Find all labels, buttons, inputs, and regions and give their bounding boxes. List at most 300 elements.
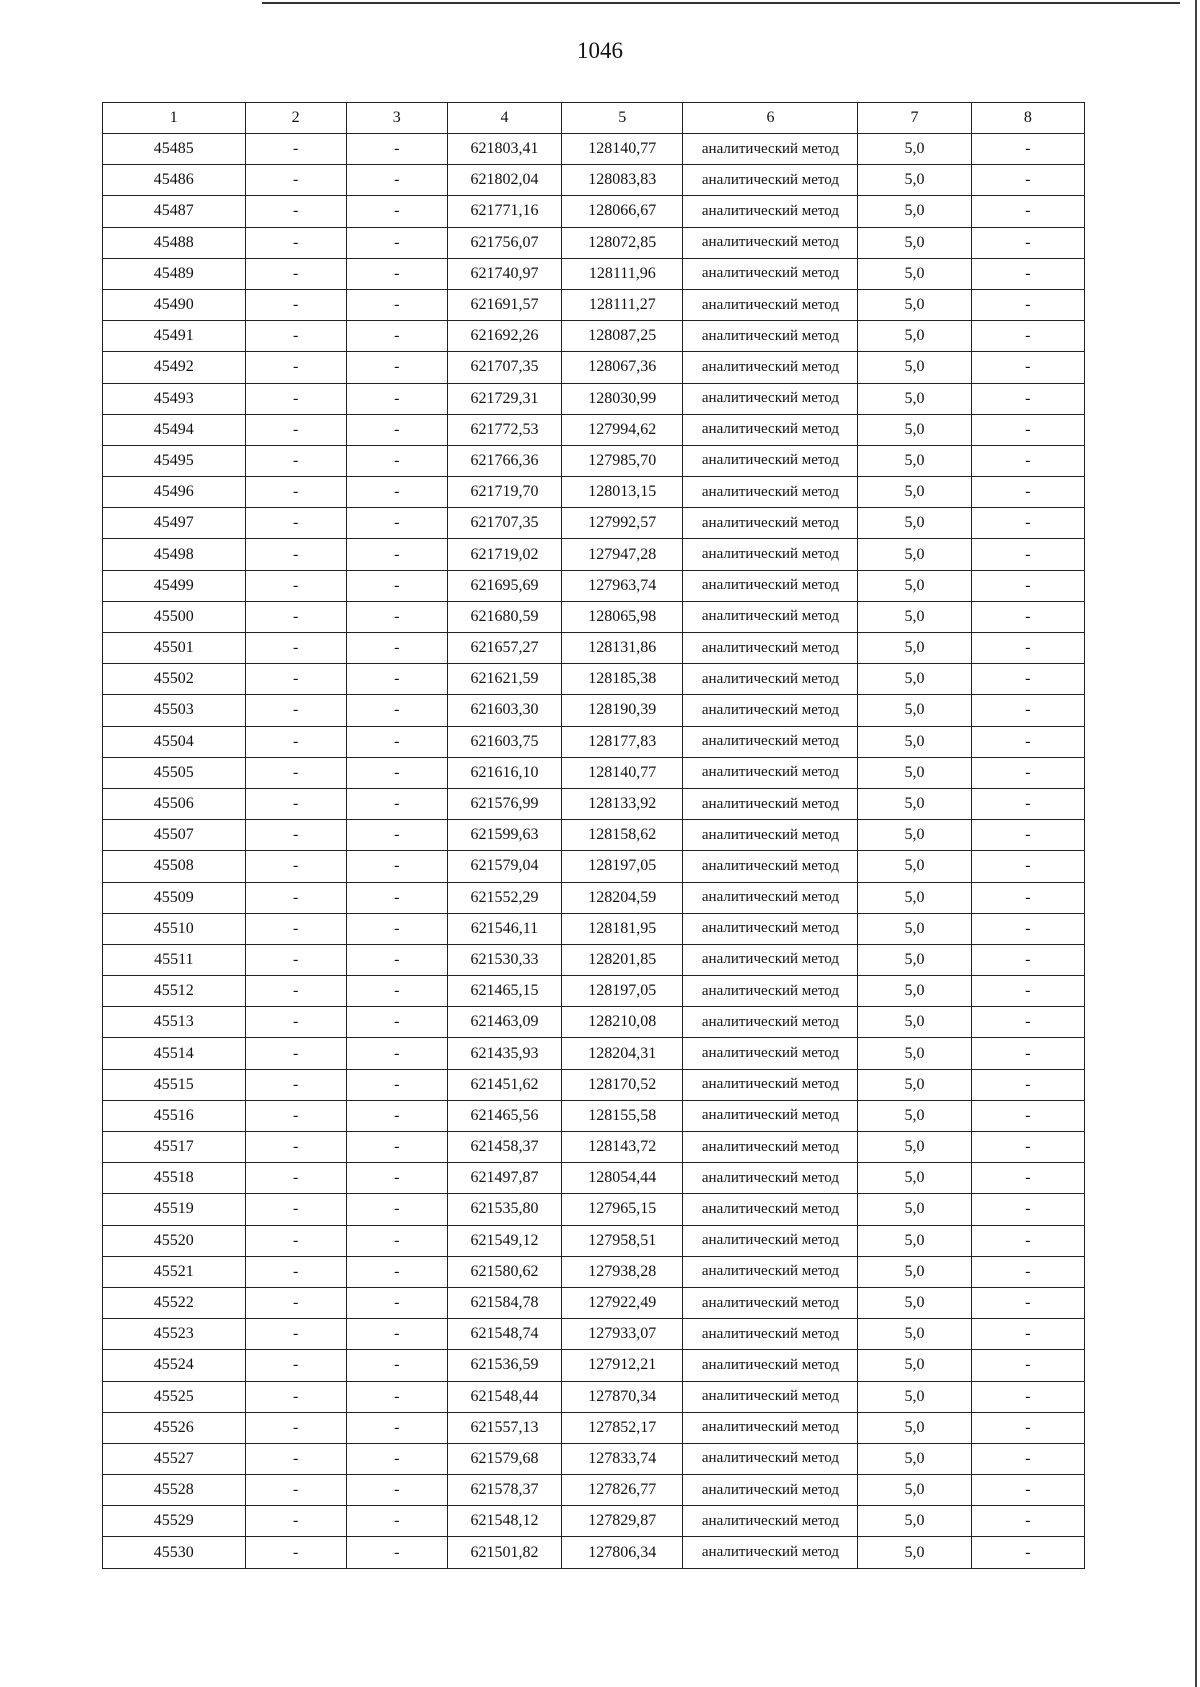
col2-cell: - [245, 1381, 346, 1412]
method-cell: аналитический метод [683, 1007, 858, 1038]
col8-cell: - [971, 1381, 1084, 1412]
col2-cell: - [245, 726, 346, 757]
top-border-line [262, 2, 1180, 4]
point-number-cell: 45494 [103, 414, 246, 445]
col3-cell: - [346, 508, 447, 539]
column-header: 8 [971, 103, 1084, 134]
accuracy-cell: 5,0 [858, 1069, 971, 1100]
table-row [103, 134, 1085, 165]
y-coordinate-cell: 127985,70 [562, 445, 683, 476]
accuracy-cell: 5,0 [858, 726, 971, 757]
col8-cell: - [971, 1007, 1084, 1038]
table-row [103, 1163, 1085, 1194]
point-number-cell: 45524 [103, 1350, 246, 1381]
point-number-cell: 45528 [103, 1475, 246, 1506]
table-row [103, 1007, 1085, 1038]
y-coordinate-cell: 128083,83 [562, 165, 683, 196]
col8-cell: - [971, 508, 1084, 539]
col8-cell: - [971, 633, 1084, 664]
col8-cell: - [971, 1350, 1084, 1381]
y-coordinate-cell: 128190,39 [562, 695, 683, 726]
table-row [103, 477, 1085, 508]
method-cell: аналитический метод [683, 1069, 858, 1100]
method-cell: аналитический метод [683, 633, 858, 664]
column-header: 4 [447, 103, 561, 134]
accuracy-cell: 5,0 [858, 1194, 971, 1225]
col8-cell: - [971, 1132, 1084, 1163]
x-coordinate-cell: 621552,29 [447, 882, 561, 913]
point-number-cell: 45504 [103, 726, 246, 757]
x-coordinate-cell: 621603,75 [447, 726, 561, 757]
col2-cell: - [245, 289, 346, 320]
method-cell: аналитический метод [683, 976, 858, 1007]
col8-cell: - [971, 1287, 1084, 1318]
x-coordinate-cell: 621535,80 [447, 1194, 561, 1225]
x-coordinate-cell: 621692,26 [447, 321, 561, 352]
method-cell: аналитический метод [683, 726, 858, 757]
col2-cell: - [245, 601, 346, 632]
y-coordinate-cell: 128181,95 [562, 913, 683, 944]
col3-cell: - [346, 134, 447, 165]
col8-cell: - [971, 196, 1084, 227]
table-row [103, 820, 1085, 851]
table-row [103, 1256, 1085, 1287]
col3-cell: - [346, 1350, 447, 1381]
point-number-cell: 45502 [103, 664, 246, 695]
x-coordinate-cell: 621599,63 [447, 820, 561, 851]
accuracy-cell: 5,0 [858, 1443, 971, 1474]
col3-cell: - [346, 944, 447, 975]
col3-cell: - [346, 445, 447, 476]
table-row [103, 757, 1085, 788]
x-coordinate-cell: 621657,27 [447, 633, 561, 664]
col3-cell: - [346, 1100, 447, 1131]
method-cell: аналитический метод [683, 664, 858, 695]
col2-cell: - [245, 851, 346, 882]
y-coordinate-cell: 128197,05 [562, 976, 683, 1007]
table-row [103, 1412, 1085, 1443]
col3-cell: - [346, 414, 447, 445]
col3-cell: - [346, 477, 447, 508]
point-number-cell: 45523 [103, 1319, 246, 1350]
col3-cell: - [346, 1256, 447, 1287]
method-cell: аналитический метод [683, 289, 858, 320]
col2-cell: - [245, 321, 346, 352]
point-number-cell: 45518 [103, 1163, 246, 1194]
col2-cell: - [245, 1287, 346, 1318]
col3-cell: - [346, 1007, 447, 1038]
accuracy-cell: 5,0 [858, 289, 971, 320]
point-number-cell: 45503 [103, 695, 246, 726]
col3-cell: - [346, 165, 447, 196]
point-number-cell: 45486 [103, 165, 246, 196]
accuracy-cell: 5,0 [858, 788, 971, 819]
table-row [103, 1319, 1085, 1350]
x-coordinate-cell: 621557,13 [447, 1412, 561, 1443]
col2-cell: - [245, 1069, 346, 1100]
x-coordinate-cell: 621501,82 [447, 1537, 561, 1568]
table-row [103, 258, 1085, 289]
accuracy-cell: 5,0 [858, 1007, 971, 1038]
accuracy-cell: 5,0 [858, 445, 971, 476]
accuracy-cell: 5,0 [858, 913, 971, 944]
col8-cell: - [971, 1069, 1084, 1100]
point-number-cell: 45529 [103, 1506, 246, 1537]
y-coordinate-cell: 127947,28 [562, 539, 683, 570]
table-row [103, 1225, 1085, 1256]
accuracy-cell: 5,0 [858, 1287, 971, 1318]
col3-cell: - [346, 726, 447, 757]
accuracy-cell: 5,0 [858, 1038, 971, 1069]
accuracy-cell: 5,0 [858, 851, 971, 882]
col8-cell: - [971, 539, 1084, 570]
method-cell: аналитический метод [683, 788, 858, 819]
point-number-cell: 45495 [103, 445, 246, 476]
col8-cell: - [971, 321, 1084, 352]
method-cell: аналитический метод [683, 820, 858, 851]
y-coordinate-cell: 127870,34 [562, 1381, 683, 1412]
table-row [103, 570, 1085, 601]
point-number-cell: 45526 [103, 1412, 246, 1443]
accuracy-cell: 5,0 [858, 944, 971, 975]
point-number-cell: 45500 [103, 601, 246, 632]
x-coordinate-cell: 621719,70 [447, 477, 561, 508]
method-cell: аналитический метод [683, 1256, 858, 1287]
col8-cell: - [971, 1319, 1084, 1350]
table-row [103, 1350, 1085, 1381]
col3-cell: - [346, 820, 447, 851]
method-cell: аналитический метод [683, 352, 858, 383]
col8-cell: - [971, 289, 1084, 320]
y-coordinate-cell: 127829,87 [562, 1506, 683, 1537]
accuracy-cell: 5,0 [858, 976, 971, 1007]
col2-cell: - [245, 445, 346, 476]
y-coordinate-cell: 128155,58 [562, 1100, 683, 1131]
accuracy-cell: 5,0 [858, 414, 971, 445]
col8-cell: - [971, 414, 1084, 445]
x-coordinate-cell: 621766,36 [447, 445, 561, 476]
col8-cell: - [971, 570, 1084, 601]
point-number-cell: 45492 [103, 352, 246, 383]
y-coordinate-cell: 128065,98 [562, 601, 683, 632]
col2-cell: - [245, 757, 346, 788]
col8-cell: - [971, 944, 1084, 975]
col3-cell: - [346, 695, 447, 726]
x-coordinate-cell: 621756,07 [447, 227, 561, 258]
table-row [103, 633, 1085, 664]
method-cell: аналитический метод [683, 134, 858, 165]
table-row [103, 321, 1085, 352]
table-row [103, 352, 1085, 383]
y-coordinate-cell: 128201,85 [562, 944, 683, 975]
col3-cell: - [346, 1381, 447, 1412]
col2-cell: - [245, 352, 346, 383]
x-coordinate-cell: 621707,35 [447, 352, 561, 383]
x-coordinate-cell: 621719,02 [447, 539, 561, 570]
column-header: 7 [858, 103, 971, 134]
col2-cell: - [245, 1350, 346, 1381]
x-coordinate-cell: 621616,10 [447, 757, 561, 788]
y-coordinate-cell: 128013,15 [562, 477, 683, 508]
x-coordinate-cell: 621603,30 [447, 695, 561, 726]
column-header: 1 [103, 103, 246, 134]
accuracy-cell: 5,0 [858, 383, 971, 414]
method-cell: аналитический метод [683, 601, 858, 632]
col8-cell: - [971, 1163, 1084, 1194]
x-coordinate-cell: 621579,68 [447, 1443, 561, 1474]
accuracy-cell: 5,0 [858, 1412, 971, 1443]
y-coordinate-cell: 128204,59 [562, 882, 683, 913]
x-coordinate-cell: 621548,44 [447, 1381, 561, 1412]
col3-cell: - [346, 539, 447, 570]
y-coordinate-cell: 128067,36 [562, 352, 683, 383]
table-row [103, 165, 1085, 196]
method-cell: аналитический метод [683, 1287, 858, 1318]
col2-cell: - [245, 788, 346, 819]
accuracy-cell: 5,0 [858, 539, 971, 570]
col2-cell: - [245, 820, 346, 851]
col8-cell: - [971, 1506, 1084, 1537]
col8-cell: - [971, 1225, 1084, 1256]
y-coordinate-cell: 128170,52 [562, 1069, 683, 1100]
col3-cell: - [346, 289, 447, 320]
col2-cell: - [245, 383, 346, 414]
table-row [103, 227, 1085, 258]
col3-cell: - [346, 1069, 447, 1100]
table-row [103, 1537, 1085, 1568]
accuracy-cell: 5,0 [858, 1506, 971, 1537]
method-cell: аналитический метод [683, 1412, 858, 1443]
x-coordinate-cell: 621576,99 [447, 788, 561, 819]
method-cell: аналитический метод [683, 695, 858, 726]
point-number-cell: 45487 [103, 196, 246, 227]
x-coordinate-cell: 621740,97 [447, 258, 561, 289]
column-header: 3 [346, 103, 447, 134]
y-coordinate-cell: 128087,25 [562, 321, 683, 352]
point-number-cell: 45489 [103, 258, 246, 289]
method-cell: аналитический метод [683, 944, 858, 975]
table-row [103, 539, 1085, 570]
col8-cell: - [971, 383, 1084, 414]
col3-cell: - [346, 258, 447, 289]
table-row [103, 976, 1085, 1007]
table-row [103, 1287, 1085, 1318]
method-cell: аналитический метод [683, 196, 858, 227]
x-coordinate-cell: 621584,78 [447, 1287, 561, 1318]
x-coordinate-cell: 621548,74 [447, 1319, 561, 1350]
table-row [103, 1194, 1085, 1225]
y-coordinate-cell: 127992,57 [562, 508, 683, 539]
accuracy-cell: 5,0 [858, 508, 971, 539]
col2-cell: - [245, 695, 346, 726]
col3-cell: - [346, 1163, 447, 1194]
method-cell: аналитический метод [683, 445, 858, 476]
col3-cell: - [346, 383, 447, 414]
y-coordinate-cell: 128140,77 [562, 757, 683, 788]
x-coordinate-cell: 621707,35 [447, 508, 561, 539]
point-number-cell: 45497 [103, 508, 246, 539]
col3-cell: - [346, 352, 447, 383]
col3-cell: - [346, 1537, 447, 1568]
col2-cell: - [245, 1537, 346, 1568]
col2-cell: - [245, 165, 346, 196]
coordinates-table [102, 102, 1085, 1569]
table-row [103, 1475, 1085, 1506]
col2-cell: - [245, 1163, 346, 1194]
table-row [103, 508, 1085, 539]
table-row [103, 695, 1085, 726]
col8-cell: - [971, 1475, 1084, 1506]
y-coordinate-cell: 127958,51 [562, 1225, 683, 1256]
point-number-cell: 45510 [103, 913, 246, 944]
col2-cell: - [245, 882, 346, 913]
col3-cell: - [346, 227, 447, 258]
accuracy-cell: 5,0 [858, 1319, 971, 1350]
col3-cell: - [346, 196, 447, 227]
x-coordinate-cell: 621548,12 [447, 1506, 561, 1537]
col8-cell: - [971, 258, 1084, 289]
col3-cell: - [346, 1443, 447, 1474]
col8-cell: - [971, 601, 1084, 632]
method-cell: аналитический метод [683, 539, 858, 570]
accuracy-cell: 5,0 [858, 165, 971, 196]
y-coordinate-cell: 128158,62 [562, 820, 683, 851]
col2-cell: - [245, 1506, 346, 1537]
point-number-cell: 45499 [103, 570, 246, 601]
accuracy-cell: 5,0 [858, 1256, 971, 1287]
x-coordinate-cell: 621691,57 [447, 289, 561, 320]
table-row [103, 913, 1085, 944]
col8-cell: - [971, 788, 1084, 819]
col3-cell: - [346, 1412, 447, 1443]
col8-cell: - [971, 1038, 1084, 1069]
x-coordinate-cell: 621465,15 [447, 976, 561, 1007]
accuracy-cell: 5,0 [858, 227, 971, 258]
y-coordinate-cell: 128204,31 [562, 1038, 683, 1069]
col2-cell: - [245, 913, 346, 944]
point-number-cell: 45496 [103, 477, 246, 508]
col2-cell: - [245, 196, 346, 227]
table-row [103, 1132, 1085, 1163]
y-coordinate-cell: 128072,85 [562, 227, 683, 258]
method-cell: аналитический метод [683, 1506, 858, 1537]
y-coordinate-cell: 127922,49 [562, 1287, 683, 1318]
col8-cell: - [971, 445, 1084, 476]
accuracy-cell: 5,0 [858, 820, 971, 851]
right-border-line [1195, 0, 1197, 1687]
x-coordinate-cell: 621803,41 [447, 134, 561, 165]
method-cell: аналитический метод [683, 383, 858, 414]
y-coordinate-cell: 128131,86 [562, 633, 683, 664]
point-number-cell: 45491 [103, 321, 246, 352]
x-coordinate-cell: 621729,31 [447, 383, 561, 414]
table-row [103, 1443, 1085, 1474]
col3-cell: - [346, 1506, 447, 1537]
col8-cell: - [971, 664, 1084, 695]
accuracy-cell: 5,0 [858, 477, 971, 508]
col2-cell: - [245, 227, 346, 258]
method-cell: аналитический метод [683, 1132, 858, 1163]
accuracy-cell: 5,0 [858, 1100, 971, 1131]
x-coordinate-cell: 621621,59 [447, 664, 561, 695]
point-number-cell: 45513 [103, 1007, 246, 1038]
accuracy-cell: 5,0 [858, 1475, 971, 1506]
accuracy-cell: 5,0 [858, 570, 971, 601]
x-coordinate-cell: 621530,33 [447, 944, 561, 975]
y-coordinate-cell: 127833,74 [562, 1443, 683, 1474]
method-cell: аналитический метод [683, 258, 858, 289]
accuracy-cell: 5,0 [858, 196, 971, 227]
point-number-cell: 45519 [103, 1194, 246, 1225]
table-row [103, 1381, 1085, 1412]
point-number-cell: 45508 [103, 851, 246, 882]
col8-cell: - [971, 1412, 1084, 1443]
method-cell: аналитический метод [683, 570, 858, 601]
column-header: 5 [562, 103, 683, 134]
col8-cell: - [971, 1100, 1084, 1131]
col2-cell: - [245, 134, 346, 165]
col2-cell: - [245, 539, 346, 570]
col3-cell: - [346, 1475, 447, 1506]
col2-cell: - [245, 414, 346, 445]
col2-cell: - [245, 1225, 346, 1256]
col3-cell: - [346, 570, 447, 601]
table-row [103, 1038, 1085, 1069]
table-row [103, 944, 1085, 975]
point-number-cell: 45530 [103, 1537, 246, 1568]
method-cell: аналитический метод [683, 477, 858, 508]
point-number-cell: 45506 [103, 788, 246, 819]
point-number-cell: 45527 [103, 1443, 246, 1474]
col3-cell: - [346, 1319, 447, 1350]
point-number-cell: 45485 [103, 134, 246, 165]
y-coordinate-cell: 128111,27 [562, 289, 683, 320]
accuracy-cell: 5,0 [858, 134, 971, 165]
table-row [103, 1069, 1085, 1100]
accuracy-cell: 5,0 [858, 1350, 971, 1381]
col3-cell: - [346, 1194, 447, 1225]
accuracy-cell: 5,0 [858, 321, 971, 352]
y-coordinate-cell: 127938,28 [562, 1256, 683, 1287]
col2-cell: - [245, 1194, 346, 1225]
accuracy-cell: 5,0 [858, 1381, 971, 1412]
method-cell: аналитический метод [683, 227, 858, 258]
point-number-cell: 45517 [103, 1132, 246, 1163]
method-cell: аналитический метод [683, 882, 858, 913]
method-cell: аналитический метод [683, 1163, 858, 1194]
table-row [103, 196, 1085, 227]
method-cell: аналитический метод [683, 1225, 858, 1256]
table-row [103, 664, 1085, 695]
x-coordinate-cell: 621546,11 [447, 913, 561, 944]
y-coordinate-cell: 128133,92 [562, 788, 683, 819]
x-coordinate-cell: 621680,59 [447, 601, 561, 632]
x-coordinate-cell: 621435,93 [447, 1038, 561, 1069]
y-coordinate-cell: 128140,77 [562, 134, 683, 165]
accuracy-cell: 5,0 [858, 258, 971, 289]
x-coordinate-cell: 621579,04 [447, 851, 561, 882]
table-row [103, 445, 1085, 476]
point-number-cell: 45522 [103, 1287, 246, 1318]
table-body [103, 134, 1085, 1569]
point-number-cell: 45516 [103, 1100, 246, 1131]
page-number: 1046 [577, 38, 623, 63]
table-row [103, 726, 1085, 757]
table-row [103, 851, 1085, 882]
method-cell: аналитический метод [683, 757, 858, 788]
col8-cell: - [971, 1256, 1084, 1287]
y-coordinate-cell: 127852,17 [562, 1412, 683, 1443]
